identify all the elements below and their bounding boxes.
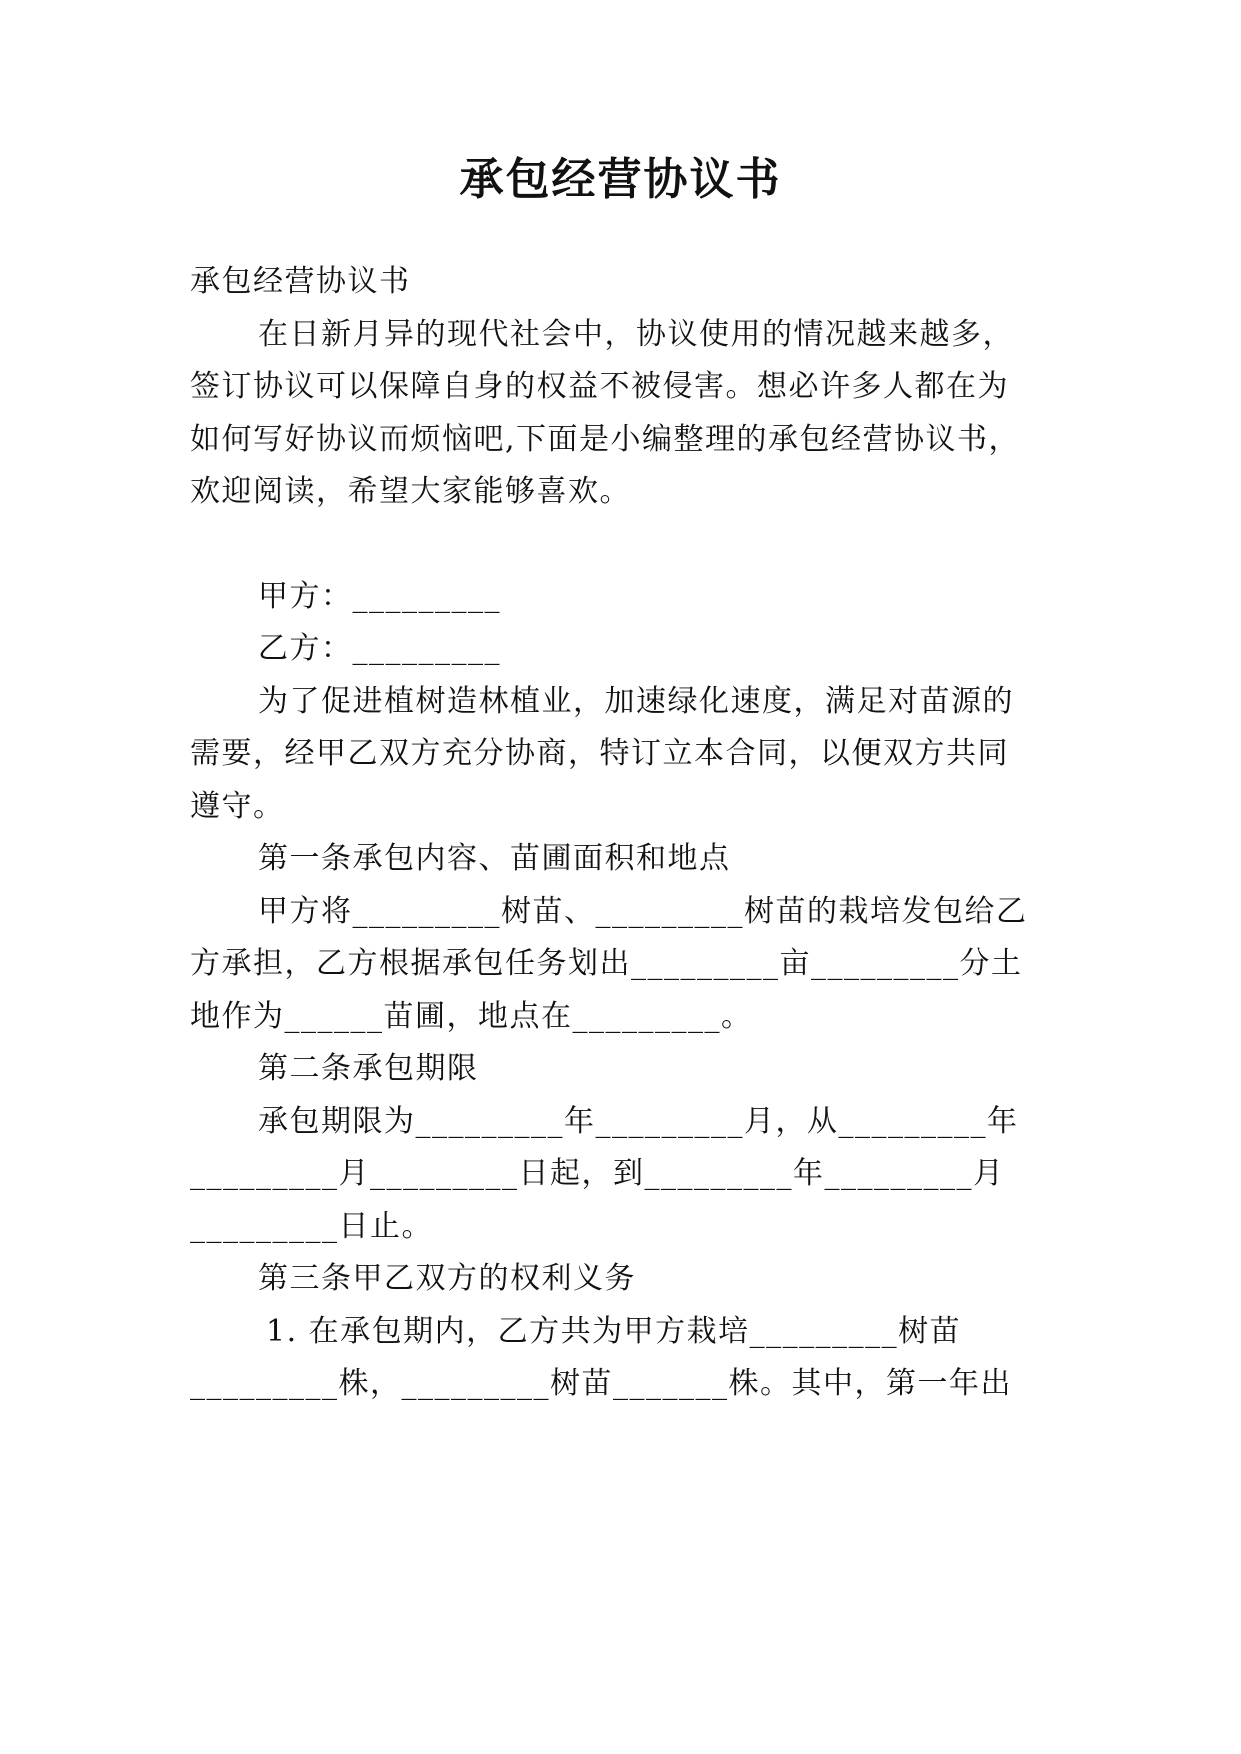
paragraph-line: 地作为______苗圃，地点在_________。 bbox=[190, 999, 753, 1034]
article-heading: 第三条甲乙双方的权利义务 bbox=[258, 1261, 636, 1296]
paragraph-line: 签订协议可以保障自身的权益不被侵害。想必许多人都在为 bbox=[190, 369, 1009, 404]
paragraph-line: 1. 在承包期内，乙方共为甲方栽培_________树苗 bbox=[266, 1314, 962, 1349]
party-b-line: 乙方：_________ bbox=[258, 631, 501, 666]
paragraph-line: 承包期限为_________年_________月，从_________年 bbox=[258, 1104, 1019, 1139]
paragraph-line: 为了促进植树造林植业，加速绿化速度，满足对苗源的 bbox=[258, 684, 1014, 719]
paragraph-line: _________月_________日起，到_________年_________月 bbox=[190, 1156, 1005, 1191]
paragraph-line: _________日止。 bbox=[190, 1209, 433, 1244]
article-heading: 第二条承包期限 bbox=[258, 1051, 479, 1086]
document-title: 承包经营协议书 bbox=[459, 154, 782, 205]
paragraph-line: 甲方将_________树苗、_________树苗的栽培发包给乙 bbox=[258, 894, 1028, 929]
party-a-line: 甲方：_________ bbox=[258, 579, 501, 614]
paragraph-line: 遵守。 bbox=[190, 789, 285, 824]
paragraph-line: _________株，_________树苗_______株。其中，第一年出 bbox=[190, 1366, 1012, 1401]
paragraph-line: 如何写好协议而烦恼吧,下面是小编整理的承包经营协议书， bbox=[190, 422, 1021, 457]
paragraph-line: 需要，经甲乙双方充分协商，特订立本合同，以便双方共同 bbox=[190, 736, 1009, 771]
article-heading: 第一条承包内容、苗圃面积和地点 bbox=[258, 841, 731, 876]
paragraph-line: 欢迎阅读，希望大家能够喜欢。 bbox=[190, 474, 631, 509]
paragraph-line: 在日新月异的现代社会中，协议使用的情况越来越多， bbox=[258, 317, 1014, 352]
document-subtitle: 承包经营协议书 bbox=[190, 264, 411, 299]
paragraph-line: 方承担，乙方根据承包任务划出_________亩_________分土 bbox=[190, 946, 1023, 981]
